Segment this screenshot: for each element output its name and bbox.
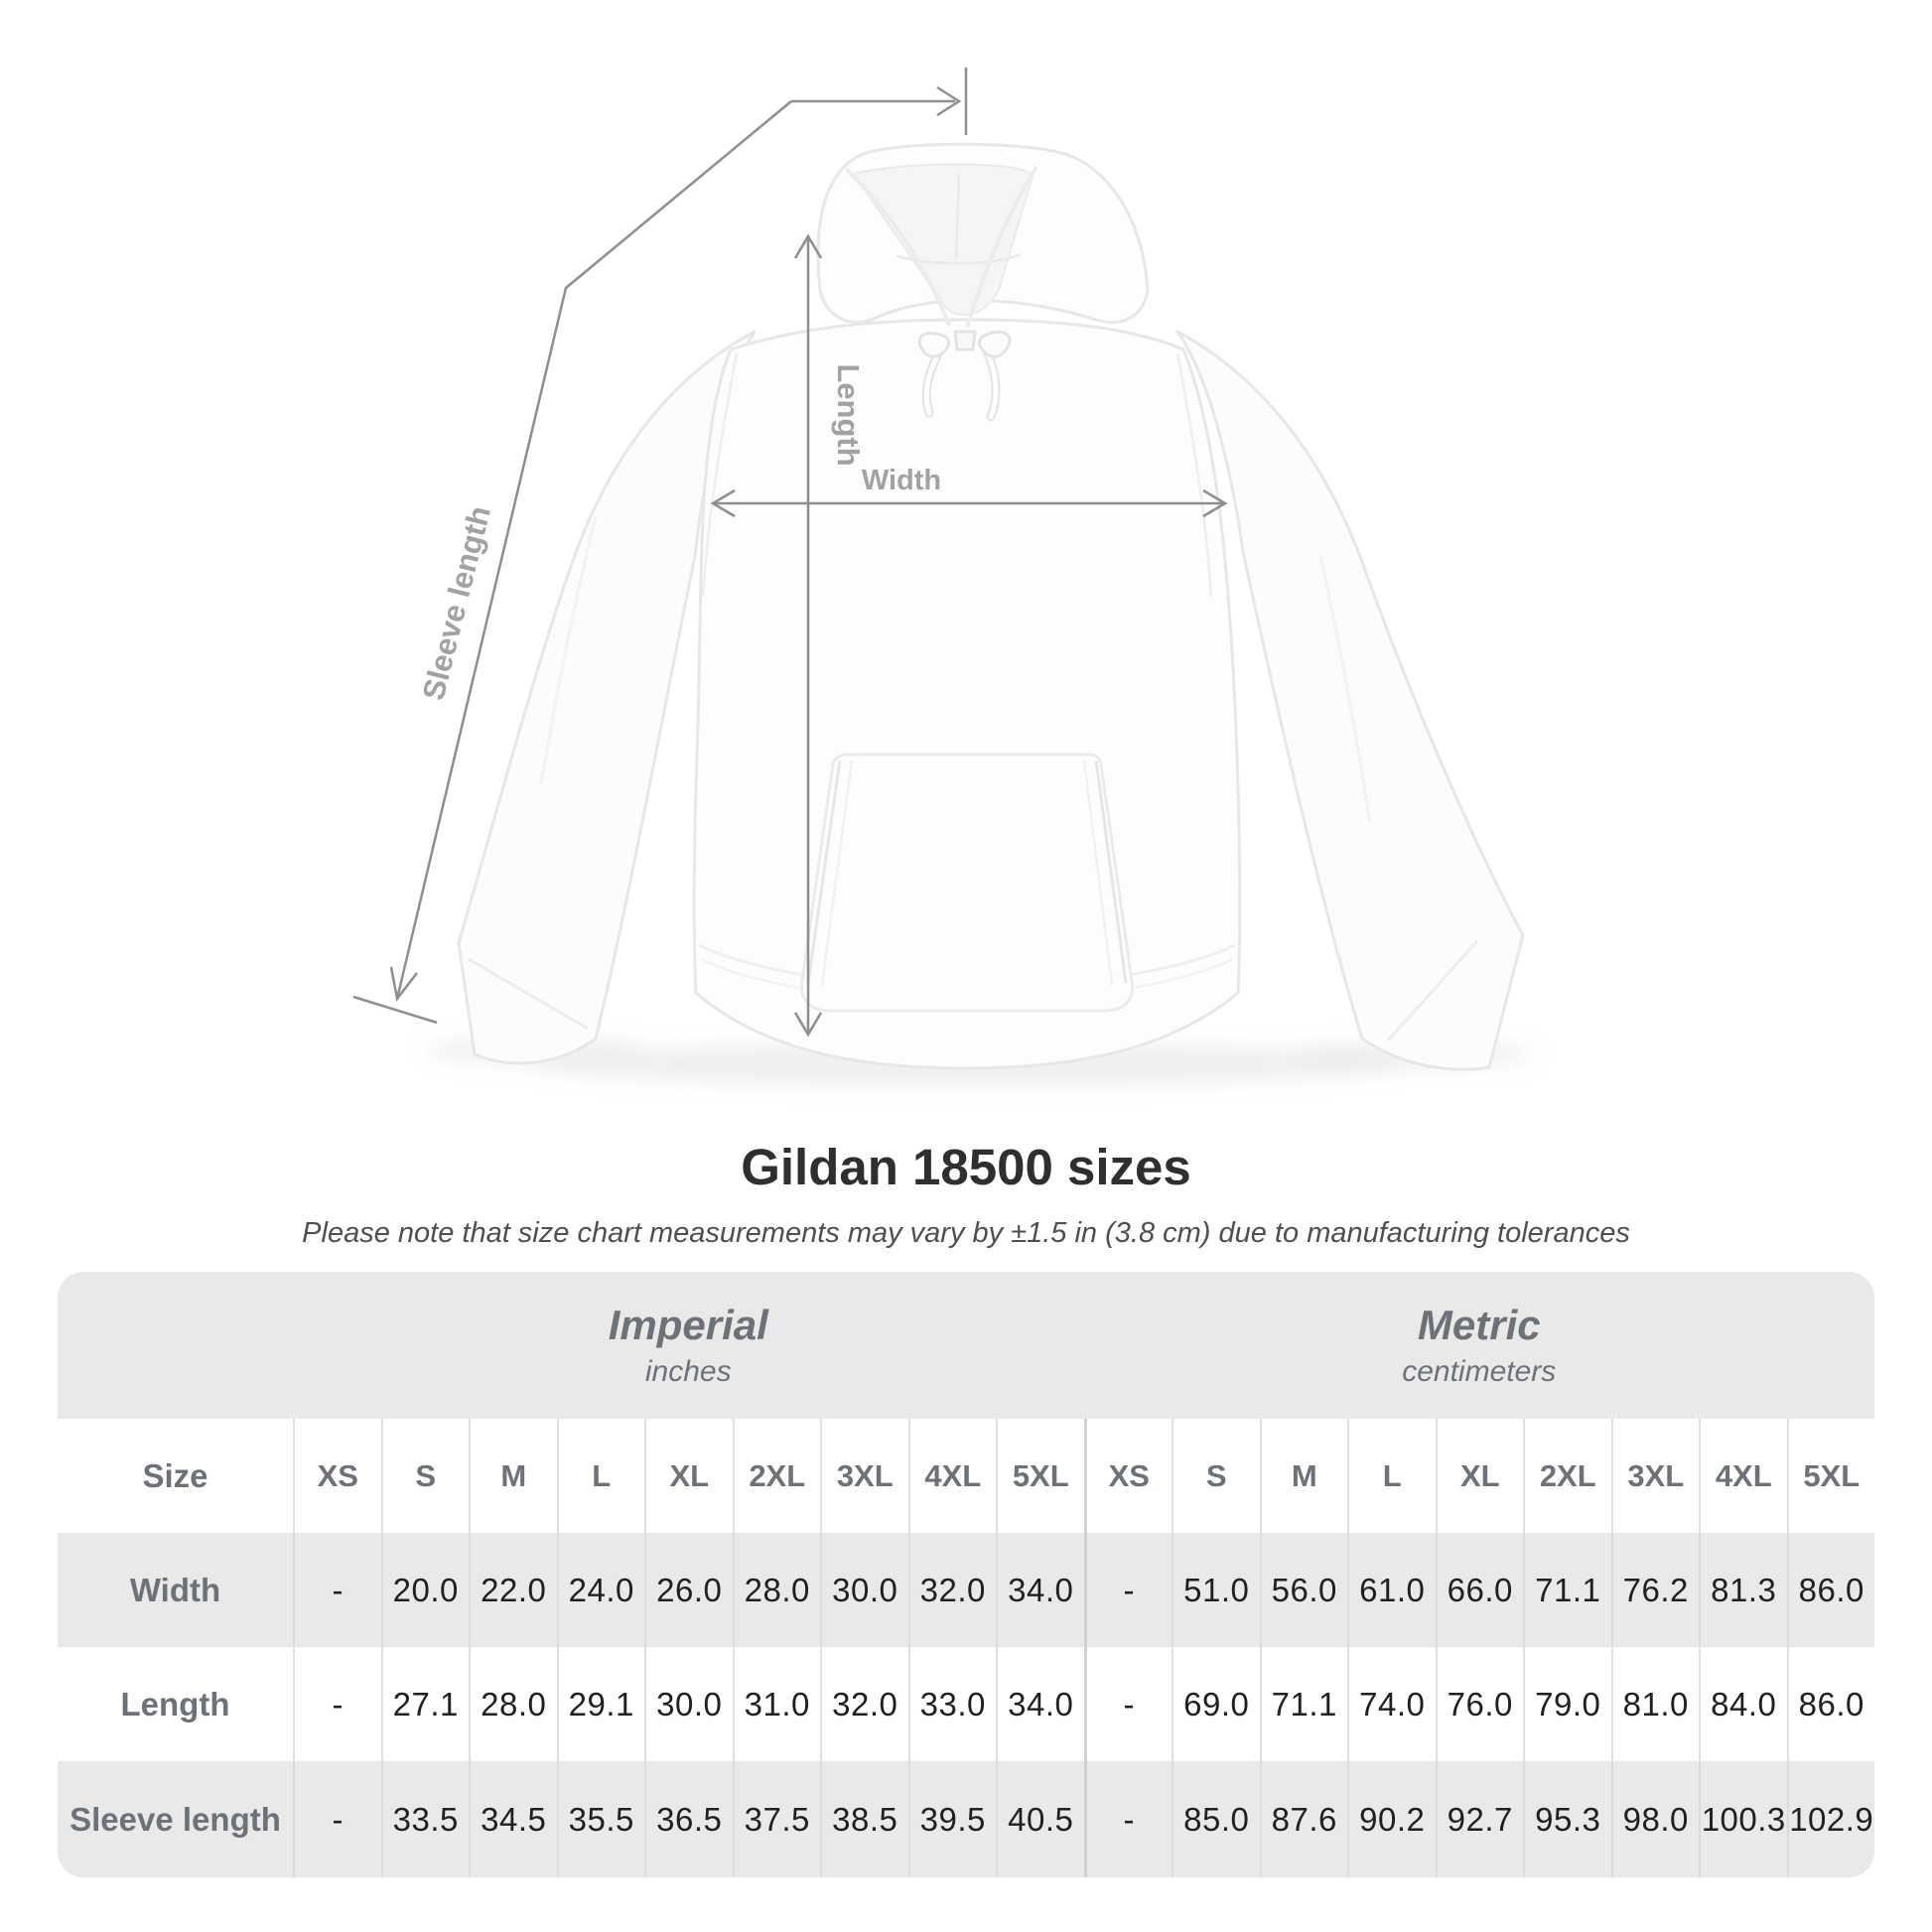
hoodie-illustration (459, 144, 1523, 1069)
size-table (58, 1272, 1874, 1877)
table-cell: 61.0 (1347, 1533, 1436, 1647)
group-row-spacer (58, 1272, 293, 1419)
tolerance-note: Please note that size chart measurements may vary by ±1.5 in (3.8 cm) due to manufacturing tolerances (302, 1217, 1630, 1249)
column-header: M (469, 1419, 557, 1533)
table-cell: 27.1 (381, 1647, 470, 1761)
column-header: 2XL (733, 1419, 821, 1533)
column-header: XL (644, 1419, 733, 1533)
table-cell: 32.0 (908, 1533, 997, 1647)
table-cell: 37.5 (733, 1761, 821, 1877)
table-cell: 34.5 (469, 1761, 557, 1877)
unit-group-row (58, 1272, 1874, 1419)
table-cell: 86.0 (1787, 1647, 1875, 1761)
column-header: XS (293, 1419, 381, 1533)
table-cell: 56.0 (1260, 1533, 1348, 1647)
table-cell: 24.0 (557, 1533, 645, 1647)
length-line-label: Length (831, 363, 866, 467)
row-label: Length (120, 1685, 230, 1723)
table-cell: 71.1 (1260, 1647, 1348, 1761)
row-label: Sleeve length (69, 1800, 281, 1838)
table-cell: 95.3 (1523, 1761, 1611, 1877)
table-cell: - (1084, 1533, 1173, 1647)
table-cell: 76.0 (1436, 1647, 1524, 1761)
table-cell: 79.0 (1523, 1647, 1611, 1761)
table-cell: 71.1 (1523, 1533, 1611, 1647)
column-header: L (1347, 1419, 1436, 1533)
table-cell: 20.0 (381, 1533, 470, 1647)
column-header: XL (1436, 1419, 1524, 1533)
imperial-group-header (293, 1272, 1084, 1419)
table-cell: 92.7 (1436, 1761, 1524, 1877)
column-header: 2XL (1523, 1419, 1611, 1533)
table-cell: 22.0 (469, 1533, 557, 1647)
column-header-size: Size (142, 1456, 208, 1494)
column-header: 3XL (820, 1419, 908, 1533)
table-row-length (58, 1647, 1874, 1761)
table-cell: - (1084, 1761, 1173, 1877)
table-cell: 38.5 (820, 1761, 908, 1877)
column-header: 3XL (1611, 1419, 1700, 1533)
page-title: Gildan 18500 sizes (741, 1139, 1191, 1195)
table-cell: 76.2 (1611, 1533, 1700, 1647)
table-cell: 28.0 (733, 1533, 821, 1647)
table-cell: 29.1 (557, 1647, 645, 1761)
table-cell: 84.0 (1699, 1647, 1787, 1761)
table-cell: 86.0 (1787, 1533, 1875, 1647)
table-cell: 30.0 (644, 1647, 733, 1761)
column-header: 5XL (1787, 1419, 1875, 1533)
table-cell: 40.5 (996, 1761, 1084, 1877)
table-cell: - (1084, 1647, 1173, 1761)
row-label: Width (129, 1571, 221, 1608)
column-header: L (557, 1419, 645, 1533)
table-cell: - (293, 1761, 381, 1877)
imperial-label: Imperial (608, 1301, 768, 1348)
table-cell: 39.5 (908, 1761, 997, 1877)
table-cell: 36.5 (644, 1761, 733, 1877)
table-cell: 74.0 (1347, 1647, 1436, 1761)
table-cell: 32.0 (820, 1647, 908, 1761)
table-cell: 34.0 (996, 1647, 1084, 1761)
table-cell: 98.0 (1611, 1761, 1700, 1877)
column-header: 4XL (908, 1419, 997, 1533)
width-line-label: Width (861, 465, 942, 496)
table-cell: - (293, 1533, 381, 1647)
column-header: 5XL (996, 1419, 1084, 1533)
table-cell: 90.2 (1347, 1761, 1436, 1877)
table-cell: 102.9 (1787, 1761, 1875, 1877)
column-header: M (1260, 1419, 1348, 1533)
table-cell: 33.5 (381, 1761, 470, 1877)
table-cell: 81.3 (1699, 1533, 1787, 1647)
metric-group-header (1084, 1272, 1875, 1419)
table-cell: 69.0 (1172, 1647, 1260, 1761)
table-cell: 28.0 (469, 1647, 557, 1761)
table-cell: - (293, 1647, 381, 1761)
table-cell: 30.0 (820, 1533, 908, 1647)
metric-label: Metric (1417, 1301, 1541, 1348)
metric-unit: centimeters (1402, 1355, 1557, 1389)
table-row-sleeve-length (58, 1761, 1874, 1877)
table-cell: 31.0 (733, 1647, 821, 1761)
column-header: XS (1084, 1419, 1173, 1533)
table-cell: 81.0 (1611, 1647, 1700, 1761)
table-cell: 100.3 (1699, 1761, 1787, 1877)
table-cell: 35.5 (557, 1761, 645, 1877)
table-cell: 33.0 (908, 1647, 997, 1761)
column-header: S (1172, 1419, 1260, 1533)
sleeve-length-line-label: Sleeve length (415, 502, 497, 704)
imperial-unit: inches (644, 1355, 732, 1389)
column-header: S (381, 1419, 470, 1533)
table-cell: 51.0 (1172, 1533, 1260, 1647)
column-header: 4XL (1699, 1419, 1787, 1533)
table-cell: 85.0 (1172, 1761, 1260, 1877)
table-cell: 66.0 (1436, 1533, 1524, 1647)
table-cell: 34.0 (996, 1533, 1084, 1647)
table-header-row (58, 1419, 1874, 1533)
table-row-width (58, 1533, 1874, 1647)
table-cell: 26.0 (644, 1533, 733, 1647)
table-cell: 87.6 (1260, 1761, 1348, 1877)
